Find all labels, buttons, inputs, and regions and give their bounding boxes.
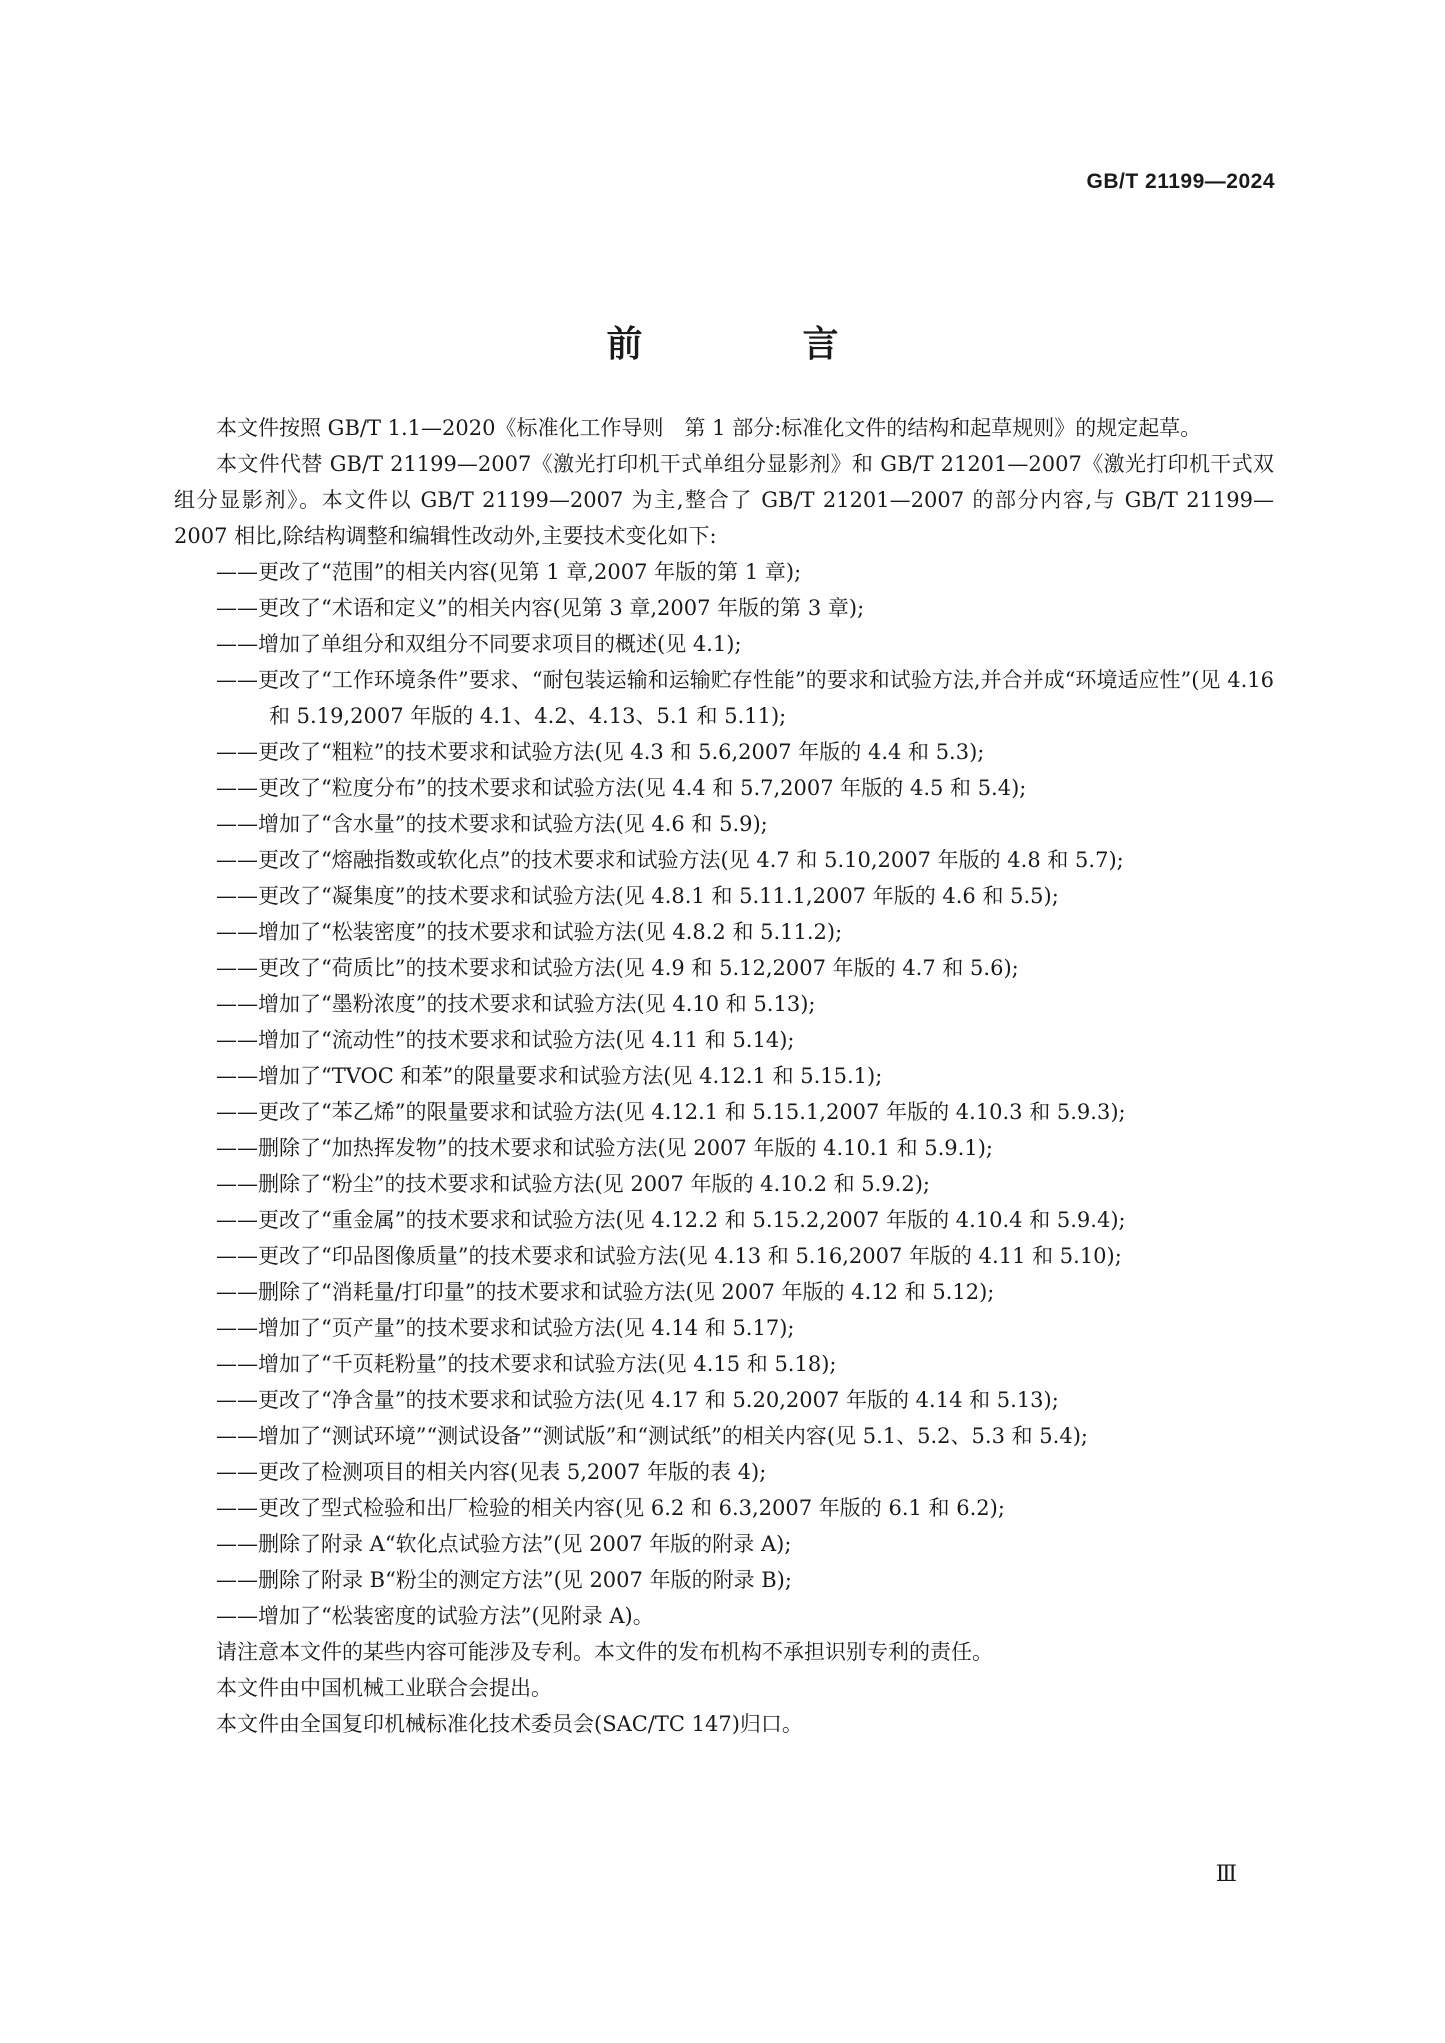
dash-marker (216, 920, 258, 944)
dash-marker (216, 1460, 258, 1484)
list-item: ——增加了单组分和双组分不同要求项目的概述(见 4.1); (174, 626, 1274, 662)
dash-marker (216, 812, 258, 836)
list-item: ——删除了附录 A“软化点试验方法”(见 2007 年版的附录 A); (174, 1526, 1274, 1562)
document-code: GB/T 21199—2024 (1086, 170, 1275, 193)
dash-marker (216, 560, 258, 584)
list-item: ——增加了“TVOC 和苯”的限量要求和试验方法(见 4.12.1 和 5.15.1); (174, 1058, 1274, 1094)
dash-marker (216, 1028, 258, 1052)
list-item: ——更改了“凝集度”的技术要求和试验方法(见 4.8.1 和 5.11.1,2007 年版的 4.6 和 5.5); (174, 878, 1274, 914)
dash-marker (216, 884, 258, 908)
dash-marker (216, 1064, 258, 1088)
dash-marker (216, 1100, 258, 1124)
dash-marker (216, 1316, 258, 1340)
list-item: ——更改了“粒度分布”的技术要求和试验方法(见 4.4 和 5.7,2007 年版的 4.5 和 5.4); (174, 770, 1274, 806)
page-title: 前 言 (606, 324, 901, 366)
dash-marker (216, 1136, 258, 1160)
dash-marker (216, 1244, 258, 1268)
patent-notice: 请注意本文件的某些内容可能涉及专利。本文件的发布机构不承担识别专利的责任。 (216, 1640, 993, 1664)
proposer-statement: 本文件由中国机械工业联合会提出。 (216, 1676, 552, 1700)
page-number: Ⅲ (1215, 1862, 1237, 1887)
list-item: ——删除了附录 B“粉尘的测定方法”(见 2007 年版的附录 B); (174, 1562, 1274, 1598)
dash-marker (216, 776, 258, 800)
list-item: ——删除了“粉尘”的技术要求和试验方法(见 2007 年版的 4.10.2 和 5.9.2); (174, 1166, 1274, 1202)
list-item: ——删除了“加热挥发物”的技术要求和试验方法(见 2007 年版的 4.10.1 和 5.9.1); (174, 1130, 1274, 1166)
dash-marker (216, 1604, 258, 1628)
dash-marker (216, 1172, 258, 1196)
list-item: ——更改了“术语和定义”的相关内容(见第 3 章,2007 年版的第 3 章); (174, 590, 1274, 626)
dash-marker (216, 848, 258, 872)
dash-marker (216, 1496, 258, 1520)
technical-changes-list (174, 554, 1274, 1634)
dash-marker (216, 1568, 258, 1592)
dash-marker (216, 1280, 258, 1304)
dash-marker (216, 1532, 258, 1556)
list-item: ——更改了检测项目的相关内容(见表 5,2007 年版的表 4); (174, 1454, 1274, 1490)
list-item: ——增加了“松装密度”的技术要求和试验方法(见 4.8.2 和 5.11.2); (174, 914, 1274, 950)
list-item: ——更改了“重金属”的技术要求和试验方法(见 4.12.2 和 5.15.2,2007 年版的 4.10.4 和 5.9.4); (174, 1202, 1274, 1238)
list-item: ——增加了“流动性”的技术要求和试验方法(见 4.11 和 5.14); (174, 1022, 1274, 1058)
dash-marker (216, 1388, 258, 1412)
dash-marker (216, 596, 258, 620)
dash-marker (216, 668, 258, 692)
list-item: ——增加了“千页耗粉量”的技术要求和试验方法(见 4.15 和 5.18); (174, 1346, 1274, 1382)
dash-marker (216, 1352, 258, 1376)
dash-marker (216, 992, 258, 1016)
intro-paragraph-replacement: 本文件代替 GB/T 21199—2007《激光打印机干式单组分显影剂》和 GB/T 21201—2007《激光打印机干式双组分显影剂》。本文件以 GB/T 21199—2007 为主,整合了 GB/T 21201—2007 的部分内容,与 GB/T 21199—2007 相比,除结构调整和编辑性改动外,主要技术变化如下: (174, 452, 1274, 548)
dash-marker (216, 1424, 258, 1448)
dash-marker (216, 1208, 258, 1232)
list-item: ——增加了“含水量”的技术要求和试验方法(见 4.6 和 5.9); (174, 806, 1274, 842)
list-item: ——更改了型式检验和出厂检验的相关内容(见 6.2 和 6.3,2007 年版的 6.1 和 6.2); (174, 1490, 1274, 1526)
list-item: ——增加了“松装密度的试验方法”(见附录 A)。 (174, 1598, 1274, 1634)
list-item: ——更改了“苯乙烯”的限量要求和试验方法(见 4.12.1 和 5.15.1,2007 年版的 4.10.3 和 5.9.3); (174, 1094, 1274, 1130)
list-item: ——更改了“粗粒”的技术要求和试验方法(见 4.3 和 5.6,2007 年版的 4.4 和 5.3); (174, 734, 1274, 770)
intro-paragraph-drafting-rules: 本文件按照 GB/T 1.1—2020《标准化工作导则 第 1 部分:标准化文件的结构和起草规则》的规定起草。 (216, 416, 1202, 440)
list-item: ——更改了“印品图像质量”的技术要求和试验方法(见 4.13 和 5.16,2007 年版的 4.11 和 5.10); (174, 1238, 1274, 1274)
list-item: ——更改了“范围”的相关内容(见第 1 章,2007 年版的第 1 章); (174, 554, 1274, 590)
list-item: ——增加了“测试环境”“测试设备”“测试版”和“测试纸”的相关内容(见 5.1、5.2、5.3 和 5.4); (174, 1418, 1274, 1454)
list-item: ——增加了“墨粉浓度”的技术要求和试验方法(见 4.10 和 5.13); (174, 986, 1274, 1022)
dash-marker (216, 740, 258, 764)
list-item: ——更改了“熔融指数或软化点”的技术要求和试验方法(见 4.7 和 5.10,2007 年版的 4.8 和 5.7); (174, 842, 1274, 878)
list-item: ——更改了“工作环境条件”要求、“耐包装运输和运输贮存性能”的要求和试验方法,并合并成“环境适应性”(见 4.16 和 5.19,2007 年版的 4.1、4.2、4.13、5.1 和 5.11); (174, 662, 1274, 734)
list-item: ——增加了“页产量”的技术要求和试验方法(见 4.14 和 5.17); (174, 1310, 1274, 1346)
committee-statement: 本文件由全国复印机械标准化技术委员会(SAC/TC 147)归口。 (216, 1712, 803, 1736)
dash-marker (216, 956, 258, 980)
list-item: ——更改了“荷质比”的技术要求和试验方法(见 4.9 和 5.12,2007 年版的 4.7 和 5.6); (174, 950, 1274, 986)
foreword-body (174, 410, 1274, 1742)
list-item: ——更改了“净含量”的技术要求和试验方法(见 4.17 和 5.20,2007 年版的 4.14 和 5.13); (174, 1382, 1274, 1418)
dash-marker (216, 632, 258, 656)
list-item: ——删除了“消耗量/打印量”的技术要求和试验方法(见 2007 年版的 4.12 和 5.12); (174, 1274, 1274, 1310)
